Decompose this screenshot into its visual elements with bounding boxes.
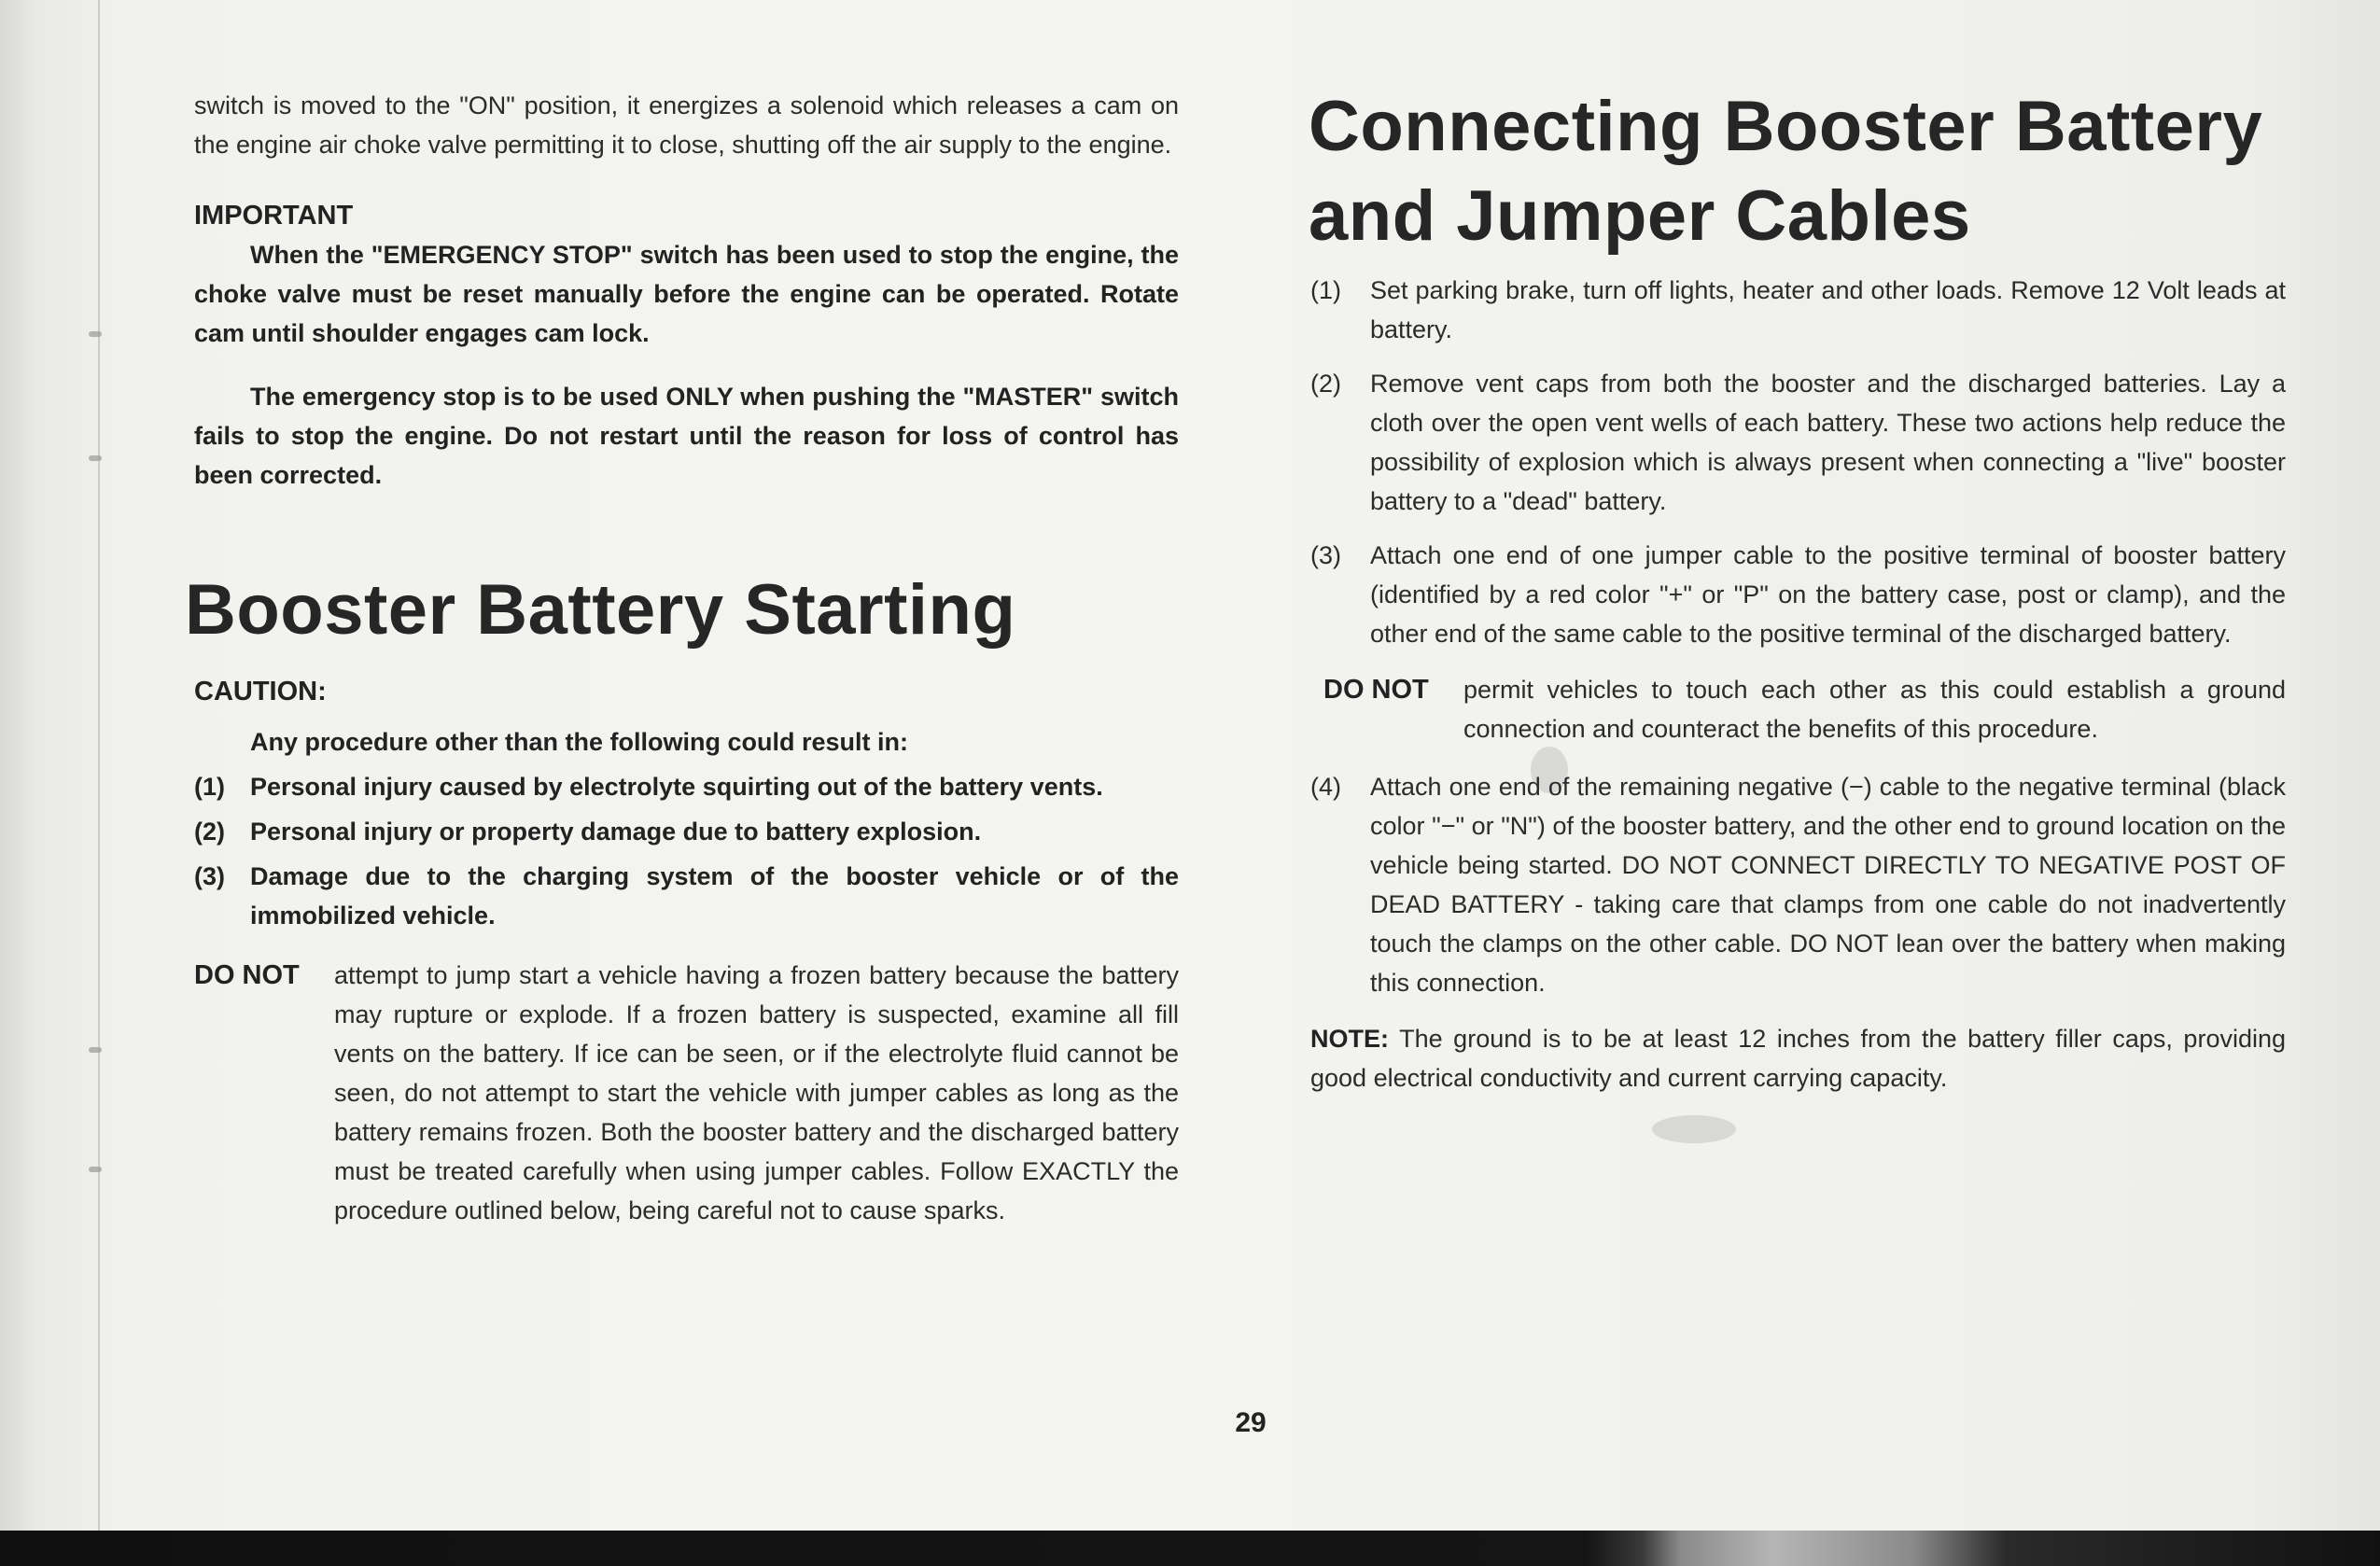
- caution-item-text: Damage due to the charging system of the booster vehicle or of the immobilized vehicle.: [250, 862, 1179, 930]
- procedure-step: [1310, 364, 2286, 521]
- caution-label: CAUTION:: [194, 677, 327, 706]
- section-title-booster-starting: Booster Battery Starting: [185, 570, 1016, 650]
- do-not-label: DO NOT: [1323, 675, 1429, 705]
- section-title-connecting-cables: Connecting Booster Battery and Jumper Cables: [1309, 87, 2263, 256]
- do-not-warning: [194, 956, 1179, 1230]
- important-paragraph-1: When the "EMERGENCY STOP" switch has been used to stop the engine, the choke valve must be reset manually before the engine can be operated. Rotate cam until shoulder engages cam lock.: [194, 241, 1179, 347]
- intro-paragraph: switch is moved to the "ON" position, it energizes a solenoid which releases a cam on the engine air choke valve permitting it to close, shutting off the air supply to the engine.: [194, 91, 1179, 159]
- caution-item: [194, 767, 1179, 806]
- step-text: Set parking brake, turn off lights, heater and other loads. Remove 12 Volt leads at battery.: [1370, 276, 2286, 343]
- important-paragraph-2: The emergency stop is to be used ONLY when pushing the "MASTER" switch fails to stop the engine. Do not restart until the reason for loss of control has been corrected.: [194, 383, 1179, 489]
- step-number: (3): [1310, 541, 1341, 569]
- caution-item-text: Personal injury or property damage due to battery explosion.: [250, 818, 982, 846]
- note-text: The ground is to be at least 12 inches from the battery filler caps, providing good electrical conductivity and current carrying capacity.: [1310, 1025, 2287, 1092]
- caution-item-number: (1): [194, 773, 225, 801]
- caution-lead: Any procedure other than the following could result in:: [250, 728, 909, 756]
- procedure-step: [1310, 536, 2286, 653]
- step-number: (2): [1310, 370, 1341, 398]
- caution-item-number: (2): [194, 818, 225, 846]
- note-paragraph: [1310, 1019, 2286, 1098]
- do-not-text: attempt to jump start a vehicle having a frozen battery because the battery may rupture or explode. If a frozen battery is suspected, examine all fill vents on the battery. If ice can be seen, or if the electrolyte fluid cannot be seen, do not attempt to start the vehicle with jumper cables as long as the battery remains frozen. Both the booster battery and the discharged battery must be treated carefully when using jumper cables. Follow EXACTLY the procedure outlined below, being careful not to cause sparks.: [334, 961, 1179, 1224]
- do-not-text: permit vehicles to touch each other as this could establish a ground connection and counteract the benefits of this procedure.: [1463, 676, 2286, 743]
- step-text: Remove vent caps from both the booster and the discharged batteries. Lay a cloth over the open vent wells of each battery. These two actions help reduce the possibility of explosion which is always present when connecting a "live" booster battery to a "dead" battery.: [1370, 370, 2286, 515]
- note-label: NOTE:: [1310, 1025, 1389, 1053]
- procedure-step: [1310, 271, 2286, 349]
- left-column: [185, 86, 1179, 1230]
- caution-item-text: Personal injury caused by electrolyte squirting out of the battery vents.: [250, 773, 1103, 801]
- procedure-step: [1310, 767, 2286, 1002]
- do-not-label: DO NOT: [194, 960, 300, 990]
- scan-bottom-edge: [0, 1531, 2380, 1566]
- important-label: IMPORTANT: [194, 201, 354, 231]
- step-text: Attach one end of one jumper cable to the positive terminal of booster battery (identified by a red color "+" or "P" on the battery case, post or clamp), and the other end of the same cable to the positive terminal of the discharged battery.: [1370, 541, 2286, 648]
- binding-mark: [89, 331, 102, 337]
- binding-mark: [89, 455, 102, 461]
- caution-item: [194, 812, 1179, 851]
- do-not-warning: [1323, 670, 2286, 748]
- page-smudge: [1652, 1115, 1736, 1143]
- step-number: (4): [1310, 773, 1341, 801]
- step-text: Attach one end of the remaining negative (−) cable to the negative terminal (black color "−" or "N") of the booster battery, and the other end to ground location on the vehicle being started. DO NOT CONNECT DIRECTLY TO NEGATIVE POST OF DEAD BATTERY - taking care that clamps from one cable do not inadvertently touch the clamps on the other cable. DO NOT lean over the battery when making this connection.: [1370, 773, 2286, 997]
- right-column: [1310, 271, 2286, 1098]
- binding-mark: [89, 1047, 102, 1053]
- binding-mark: [89, 1167, 102, 1172]
- step-number: (1): [1310, 276, 1341, 304]
- page-number: 29: [1235, 1407, 1267, 1438]
- caution-item: [194, 857, 1179, 935]
- caution-item-number: (3): [194, 862, 225, 890]
- binding-shadow: [98, 0, 100, 1531]
